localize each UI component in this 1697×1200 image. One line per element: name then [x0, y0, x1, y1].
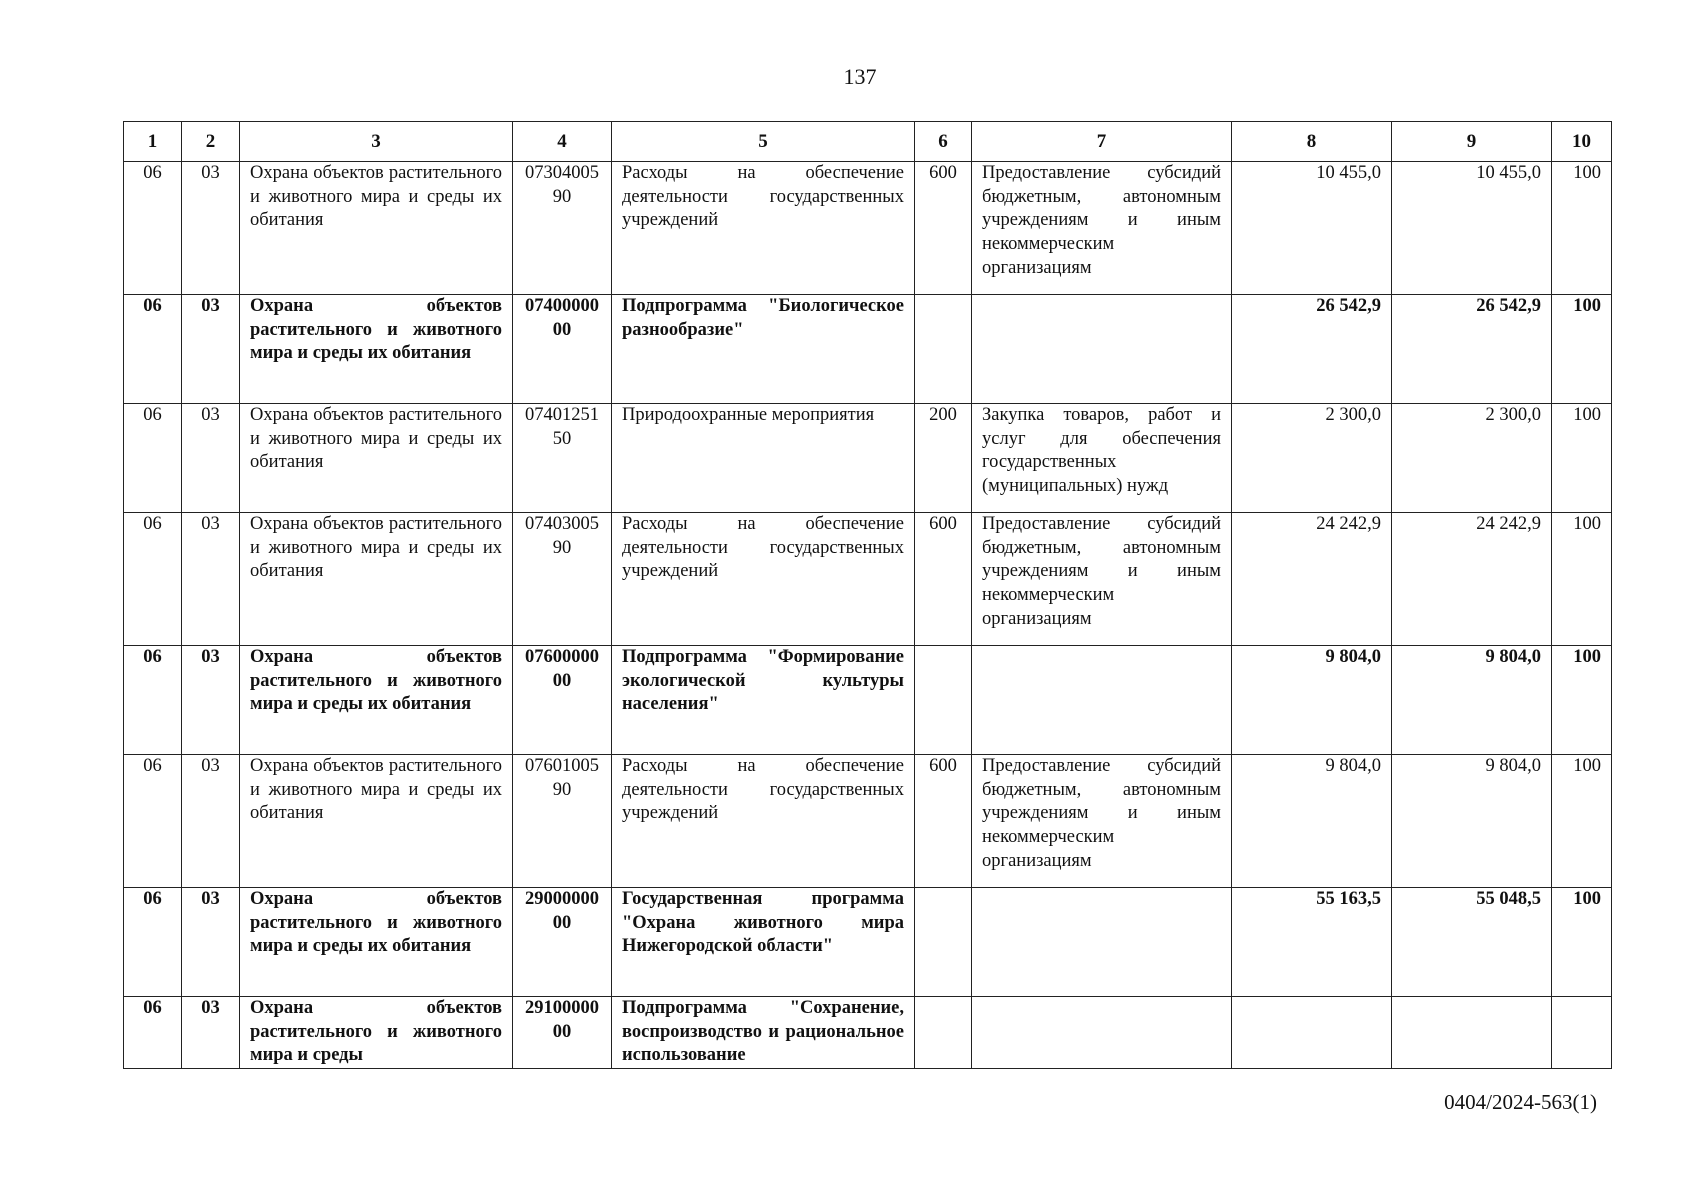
expense-type-code: 600 [915, 513, 972, 646]
header-cell: 5 [612, 122, 915, 162]
execution-percent: 100 [1552, 646, 1612, 755]
table-row [124, 404, 1612, 513]
expense-type-name [972, 295, 1232, 404]
page-number: 137 [843, 64, 877, 89]
expense-type-name [972, 646, 1232, 755]
subsection-code: 03 [182, 162, 240, 295]
header-cell: 7 [972, 122, 1232, 162]
planned-amount: 2 300,0 [1232, 404, 1392, 513]
executed-amount: 24 242,9 [1392, 513, 1552, 646]
executed-amount: 2 300,0 [1392, 404, 1552, 513]
expense-type-code [915, 295, 972, 404]
article-name: Природоохранные мероприятия [612, 404, 915, 513]
execution-percent: 100 [1552, 513, 1612, 646]
header-cell: 8 [1232, 122, 1392, 162]
subsection-code: 03 [182, 755, 240, 888]
execution-percent: 100 [1552, 162, 1612, 295]
section-code: 06 [124, 404, 182, 513]
subsection-code: 03 [182, 513, 240, 646]
section-code: 06 [124, 755, 182, 888]
expense-type-name: Предоставление субсидий бюджетным, автономным учреждениям и иным некоммерческим организациям [972, 513, 1232, 646]
expense-type-name: Предоставление субсидий бюджетным, автономным учреждениям и иным некоммерческим организациям [972, 162, 1232, 295]
planned-amount: 24 242,9 [1232, 513, 1392, 646]
expense-type-code [915, 646, 972, 755]
expense-type-name: Предоставление субсидий бюджетным, автономным учреждениям и иным некоммерческим организациям [972, 755, 1232, 888]
section-name: Охрана объектов растительного и животного мира и среды их обитания [240, 162, 513, 295]
header-cell: 4 [513, 122, 612, 162]
header-cell: 9 [1392, 122, 1552, 162]
planned-amount: 9 804,0 [1232, 646, 1392, 755]
subsection-code: 03 [182, 646, 240, 755]
header-cell: 1 [124, 122, 182, 162]
table-row [124, 295, 1612, 404]
table-row [124, 162, 1612, 295]
subsection-code: 03 [182, 295, 240, 404]
executed-amount: 9 804,0 [1392, 646, 1552, 755]
section-code: 06 [124, 162, 182, 295]
section-name: Охрана объектов растительного и животного мира и среды их обитания [240, 404, 513, 513]
executed-amount: 9 804,0 [1392, 755, 1552, 888]
header-cell: 6 [915, 122, 972, 162]
planned-amount [1232, 997, 1392, 1069]
header-cell: 2 [182, 122, 240, 162]
table-row [124, 888, 1612, 997]
planned-amount: 10 455,0 [1232, 162, 1392, 295]
table-row [124, 646, 1612, 755]
execution-percent: 100 [1552, 404, 1612, 513]
section-code: 06 [124, 888, 182, 997]
target-article-code: 0740125150 [513, 404, 612, 513]
expense-type-code: 600 [915, 755, 972, 888]
budget-table [123, 121, 1612, 1069]
target-article-code: 0740000000 [513, 295, 612, 404]
header-cell: 10 [1552, 122, 1612, 162]
section-name: Охрана объектов растительного и животного мира и среды их обитания [240, 646, 513, 755]
target-article-code: 2910000000 [513, 997, 612, 1069]
execution-percent [1552, 997, 1612, 1069]
article-name: Расходы на обеспечение деятельности государственных учреждений [612, 162, 915, 295]
planned-amount: 26 542,9 [1232, 295, 1392, 404]
target-article-code: 2900000000 [513, 888, 612, 997]
section-code: 06 [124, 997, 182, 1069]
expense-type-code [915, 888, 972, 997]
subsection-code: 03 [182, 997, 240, 1069]
subsection-code: 03 [182, 404, 240, 513]
target-article-code: 0760000000 [513, 646, 612, 755]
execution-percent: 100 [1552, 295, 1612, 404]
executed-amount: 10 455,0 [1392, 162, 1552, 295]
section-code: 06 [124, 646, 182, 755]
subsection-code: 03 [182, 888, 240, 997]
planned-amount: 55 163,5 [1232, 888, 1392, 997]
article-name: Подпрограмма "Формирование экологической культуры населения" [612, 646, 915, 755]
target-article-code: 0760100590 [513, 755, 612, 888]
table-row [124, 513, 1612, 646]
expense-type-name [972, 888, 1232, 997]
article-name: Государственная программа "Охрана животного мира Нижегородской области" [612, 888, 915, 997]
section-code: 06 [124, 513, 182, 646]
execution-percent: 100 [1552, 755, 1612, 888]
article-name: Подпрограмма "Сохранение, воспроизводство и рациональное использование [612, 997, 915, 1069]
document-code: 0404/2024-563(1) [1444, 1090, 1597, 1114]
expense-type-code: 600 [915, 162, 972, 295]
article-name: Расходы на обеспечение деятельности государственных учреждений [612, 755, 915, 888]
expense-type-name [972, 997, 1232, 1069]
executed-amount: 26 542,9 [1392, 295, 1552, 404]
executed-amount: 55 048,5 [1392, 888, 1552, 997]
executed-amount [1392, 997, 1552, 1069]
article-name: Расходы на обеспечение деятельности государственных учреждений [612, 513, 915, 646]
section-name: Охрана объектов растительного и животного мира и среды [240, 997, 513, 1069]
section-name: Охрана объектов растительного и животного мира и среды их обитания [240, 295, 513, 404]
section-code: 06 [124, 295, 182, 404]
section-name: Охрана объектов растительного и животного мира и среды их обитания [240, 513, 513, 646]
target-article-code: 0730400590 [513, 162, 612, 295]
table-row [124, 997, 1612, 1069]
header-cell: 3 [240, 122, 513, 162]
execution-percent: 100 [1552, 888, 1612, 997]
expense-type-code [915, 997, 972, 1069]
section-name: Охрана объектов растительного и животного мира и среды их обитания [240, 888, 513, 997]
planned-amount: 9 804,0 [1232, 755, 1392, 888]
article-name: Подпрограмма "Биологическое разнообразие" [612, 295, 915, 404]
table-row [124, 755, 1612, 888]
expense-type-name: Закупка товаров, работ и услуг для обеспечения государственных (муниципальных) нужд [972, 404, 1232, 513]
expense-type-code: 200 [915, 404, 972, 513]
section-name: Охрана объектов растительного и животного мира и среды их обитания [240, 755, 513, 888]
target-article-code: 0740300590 [513, 513, 612, 646]
header-row [124, 122, 1612, 162]
